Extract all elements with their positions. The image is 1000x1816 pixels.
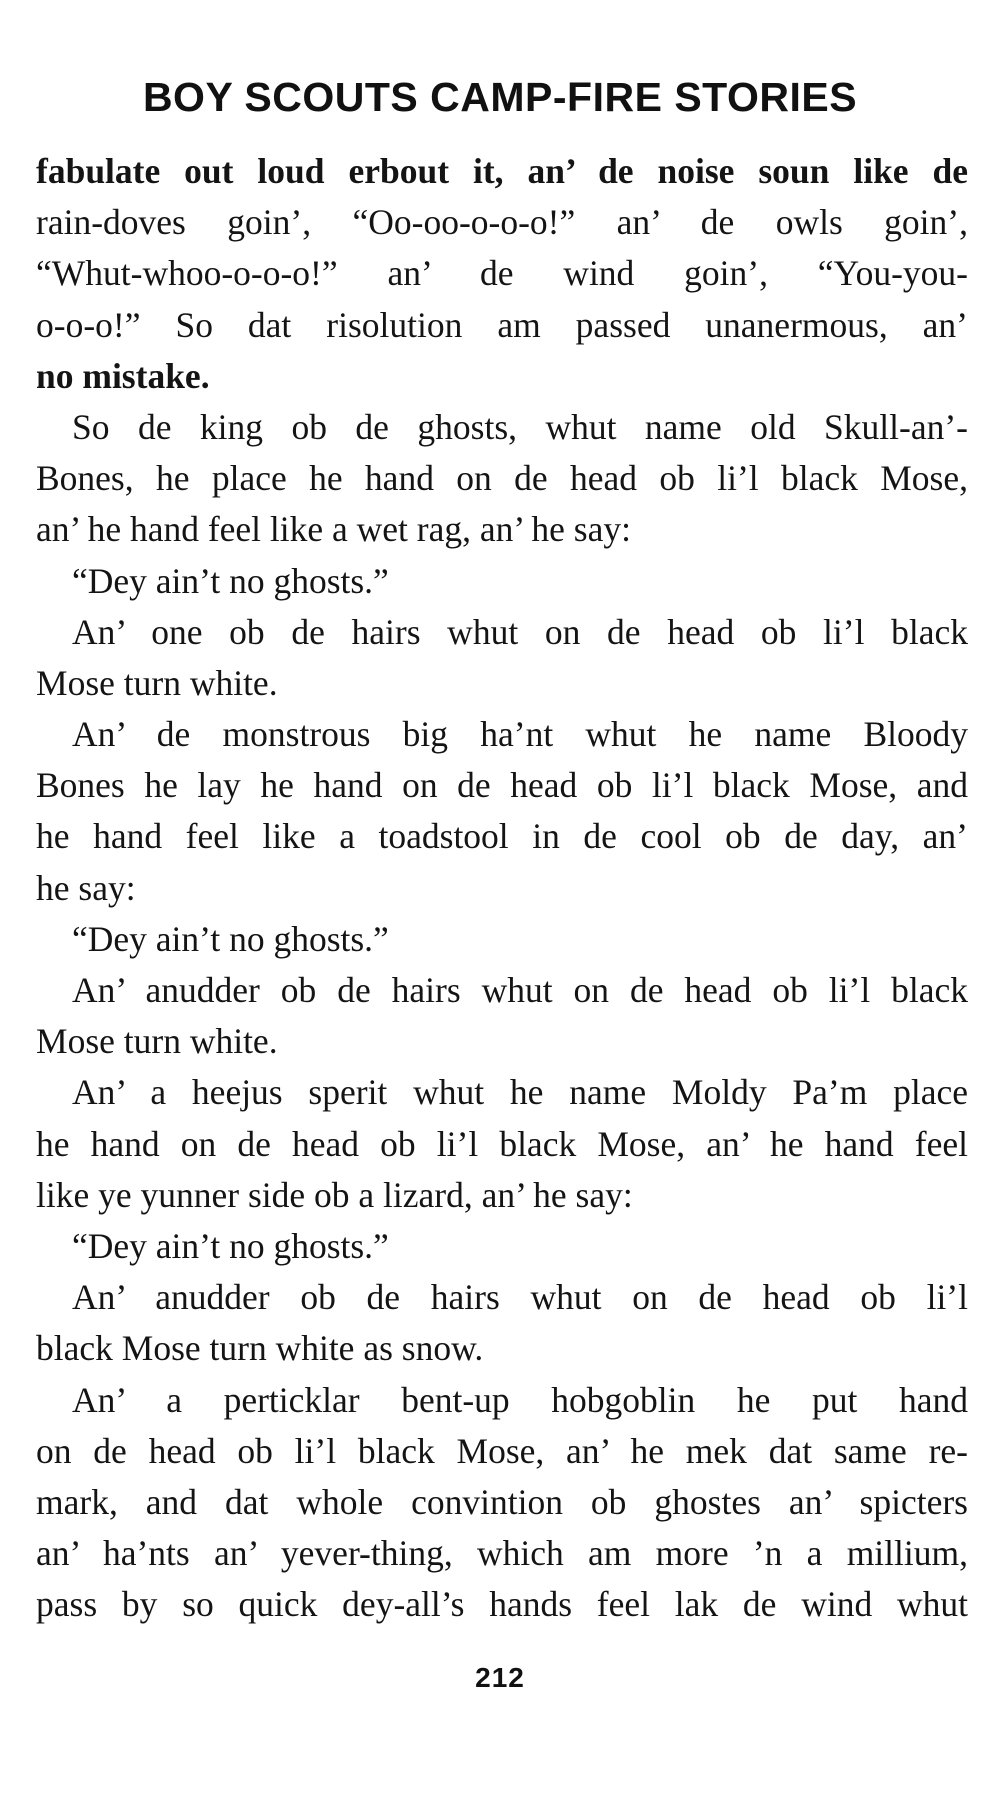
text-line: on de head ob li’l black Mose, an’ he mek dat same re-: [36, 1430, 968, 1471]
text-line: Mose turn white.: [36, 662, 278, 703]
running-head-title: BOY SCOUTS CAMP-FIRE STORIES: [142, 74, 858, 120]
paragraph-start-line: An’ anudder ob de hairs whut on de head ob li’l: [72, 1277, 968, 1318]
text-line: Bones, he place he hand on de head ob li’l black Mose,: [36, 458, 968, 499]
text-line: Bones he lay he hand on de head ob li’l black Mose, and: [36, 765, 968, 806]
paragraph-start-line: An’ a perticklar bent-up hobgoblin he put hand: [72, 1379, 968, 1420]
text-line: he say:: [36, 867, 136, 908]
text-line: black Mose turn white as snow.: [36, 1328, 484, 1369]
quote-line: “Dey ain’t no ghosts.”: [72, 918, 389, 959]
page-number: 212: [475, 1662, 525, 1693]
text-line: like ye yunner side ob a lizard, an’ he say:: [36, 1174, 633, 1215]
paragraph-start-line: So de king ob de ghosts, whut name old Skull-an’-: [72, 406, 968, 447]
text-line: an’ ha’nts an’ yever-thing, which am more ’n a millium,: [36, 1533, 968, 1574]
paragraph-start-line: An’ de monstrous big ha’nt whut he name Bloody: [72, 714, 968, 755]
text-line: o-o-o!” So dat risolution am passed unanermous, an’: [36, 304, 968, 345]
text-line: rain-doves goin’, “Oo-oo-o-o-o!” an’ de owls goin’,: [36, 202, 968, 243]
text-line: fabulate out loud erbout it, an’ de noise soun like de: [36, 151, 968, 191]
text-line: he hand feel like a toadstool in de cool ob de day, an’: [36, 816, 968, 857]
text-line: pass by so quick dey-all’s hands feel lak de wind whut: [36, 1584, 968, 1625]
text-line: an’ he hand feel like a wet rag, an’ he say:: [36, 509, 631, 550]
text-line: Mose turn white.: [36, 1021, 278, 1062]
text-line: mark, and dat whole convintion ob ghostes an’ spicters: [36, 1481, 968, 1522]
paragraph-start-line: An’ anudder ob de hairs whut on de head ob li’l black: [72, 970, 968, 1010]
text-line: “Whut-whoo-o-o-o!” an’ de wind goin’, “You-you-: [36, 253, 968, 294]
quote-line: “Dey ain’t no ghosts.”: [72, 1225, 389, 1266]
paragraph-start-line: An’ a heejus sperit whut he name Moldy Pa’m place: [72, 1072, 968, 1113]
paragraph-start-line: An’ one ob de hairs whut on de head ob li’l black: [72, 611, 968, 652]
text-line: no mistake.: [36, 355, 210, 396]
quote-line: “Dey ain’t no ghosts.”: [72, 560, 389, 601]
text-line: he hand on de head ob li’l black Mose, an’ he hand feel: [36, 1123, 968, 1164]
body-text: [36, 146, 968, 1630]
